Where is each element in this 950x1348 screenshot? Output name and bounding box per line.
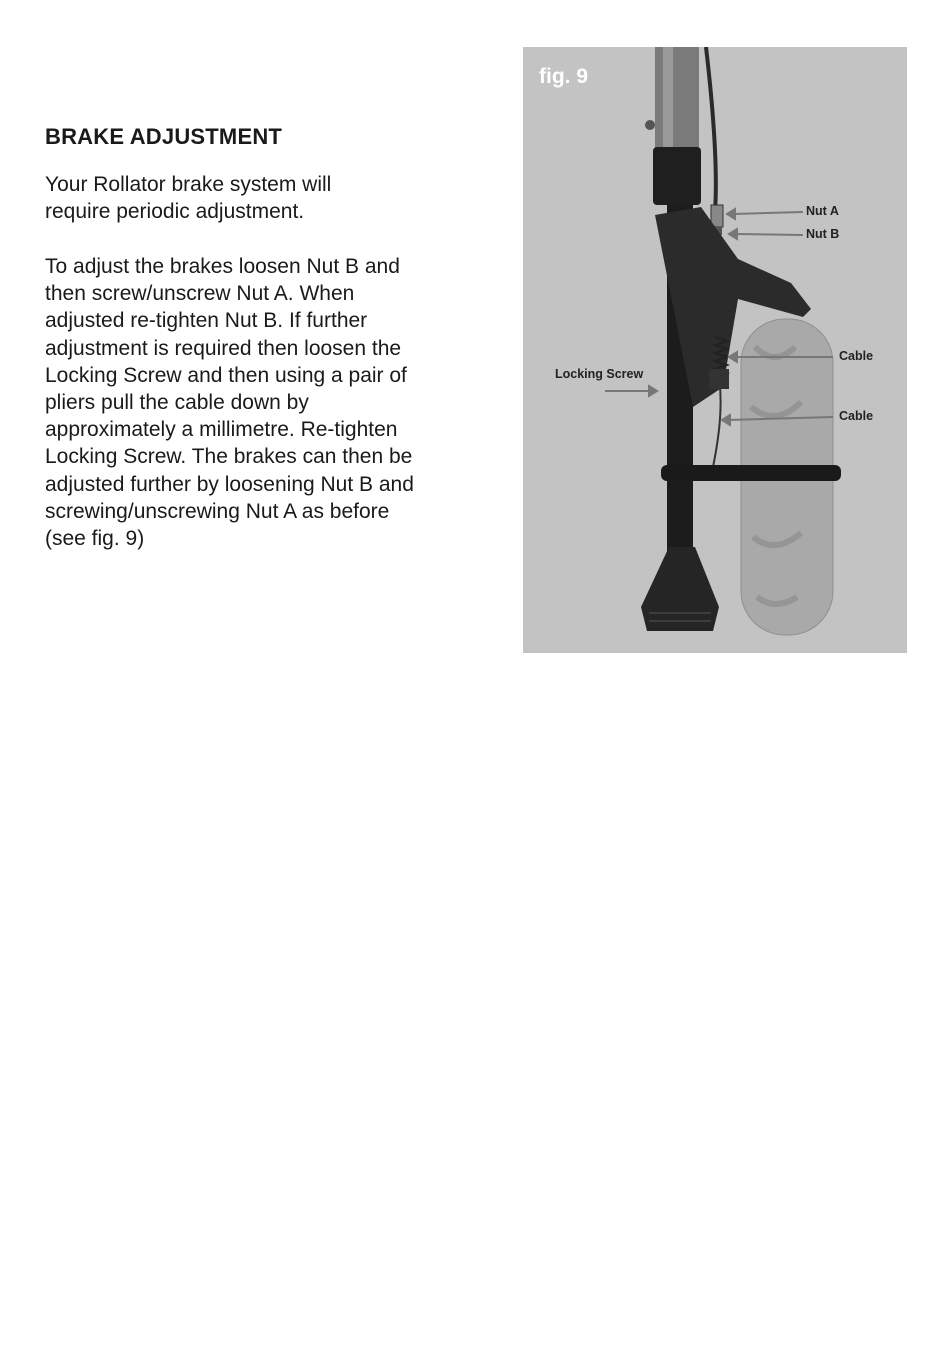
text-line: approximately a millimetre. Re-tighten — [45, 418, 398, 442]
brake-figure — [523, 47, 907, 653]
intro-paragraph — [45, 171, 465, 225]
text-line: screwing/unscrewing Nut A as before — [45, 499, 390, 523]
instructions-paragraph — [45, 253, 465, 552]
nut-a-label: Nut A — [806, 204, 839, 218]
cable-label-lower: Cable — [839, 409, 874, 423]
text-line: then screw/unscrew Nut A. When — [45, 282, 355, 306]
locking-screw-label: Locking Screw — [555, 367, 644, 381]
text-line: Your Rollator brake system will — [45, 173, 332, 196]
text-line: adjusted further by loosening Nut B and — [45, 472, 414, 496]
figure-label: fig. 9 — [539, 65, 589, 88]
text-line: (see fig. 9) — [45, 527, 145, 551]
section-heading: BRAKE ADJUSTMENT — [45, 124, 283, 149]
text-line: pliers pull the cable down by — [45, 391, 309, 415]
nut-b-label: Nut B — [806, 227, 840, 241]
text-line: Locking Screw and then using a pair of — [45, 363, 407, 387]
text-line: Locking Screw. The brakes can then be — [45, 445, 413, 469]
text-line: adjusted re-tighten Nut B. If further — [45, 309, 368, 333]
text-line: To adjust the brakes loosen Nut B and — [45, 255, 400, 278]
cable-label-upper: Cable — [839, 349, 874, 363]
text-line: require periodic adjustment. — [45, 200, 305, 224]
text-line: adjustment is required then loosen the — [45, 336, 402, 360]
